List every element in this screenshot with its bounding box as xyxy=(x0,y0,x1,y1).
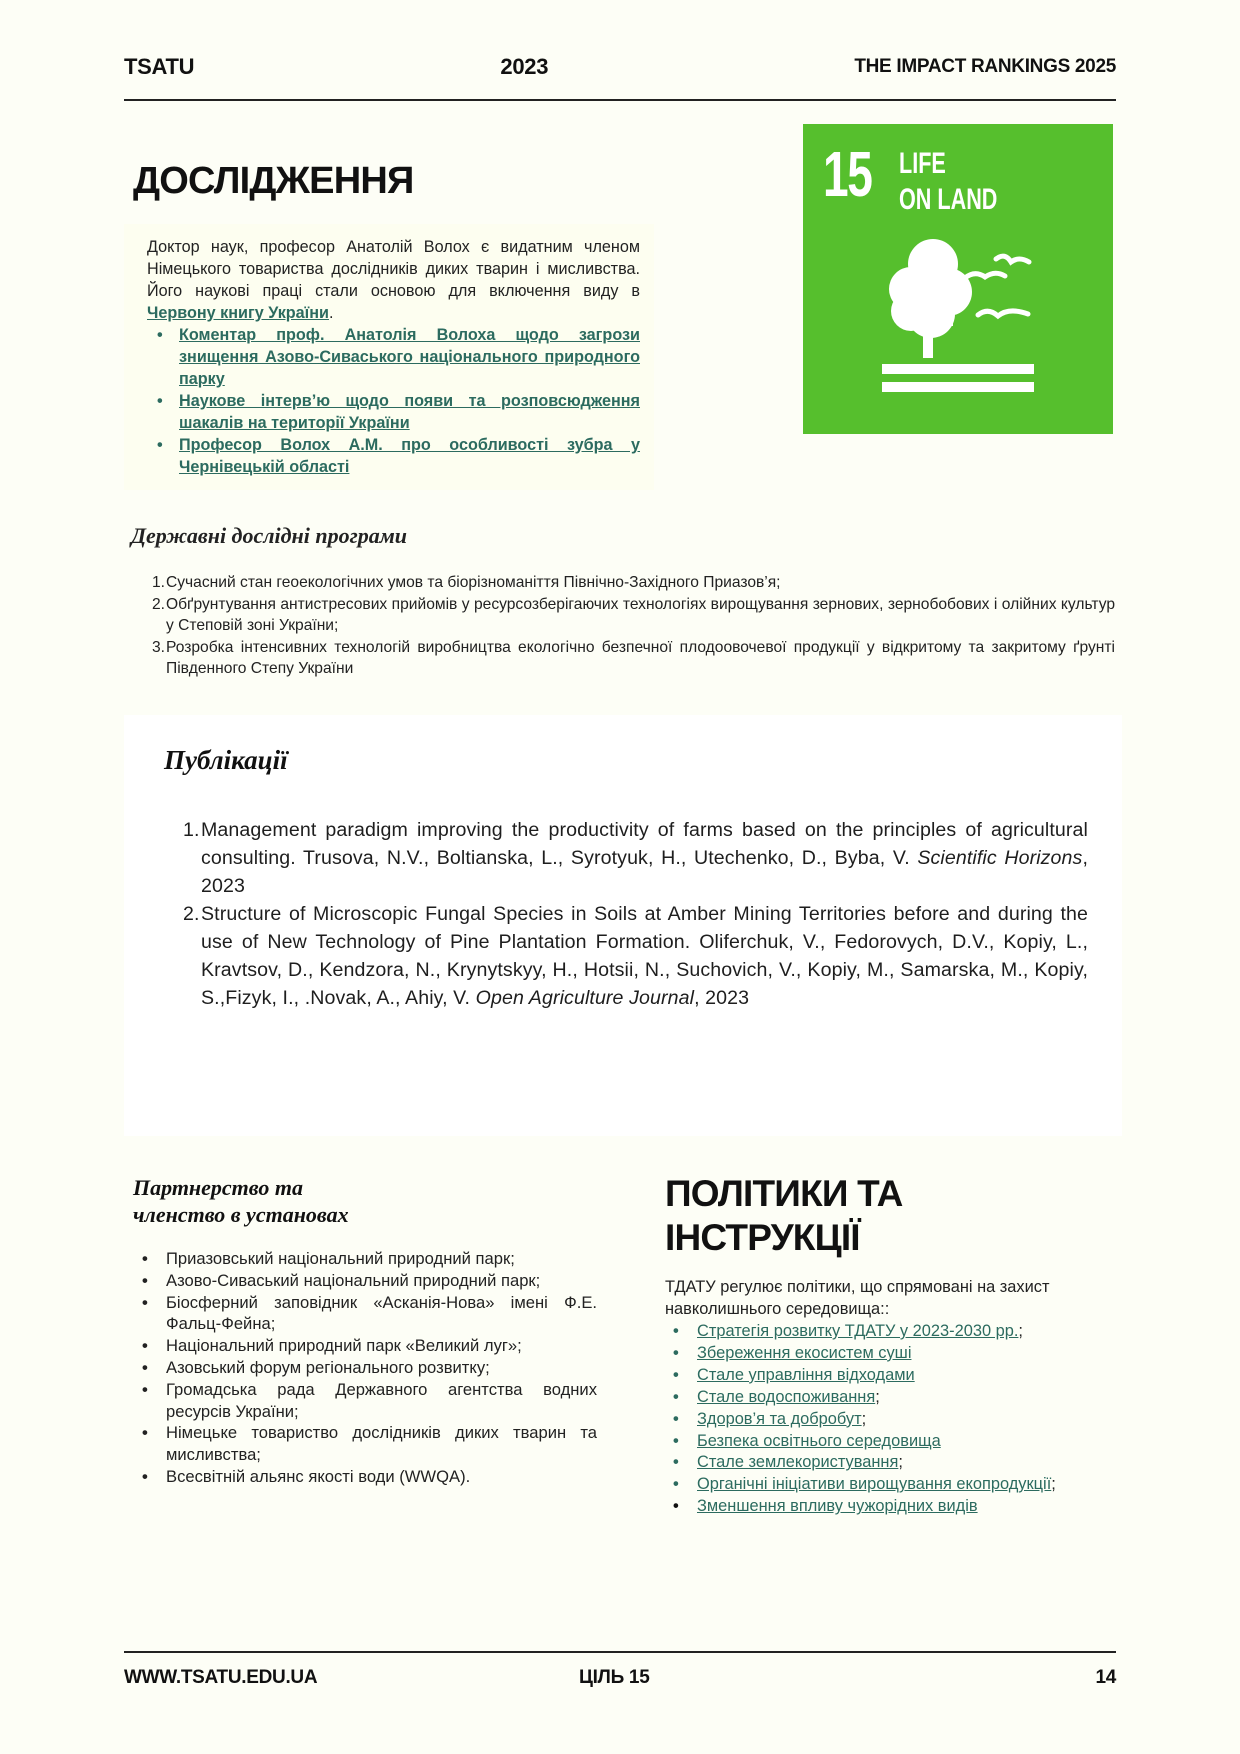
research-title: ДОСЛІДЖЕННЯ xyxy=(133,160,414,202)
publication-item: 2. Structure of Microscopic Fungal Species in Soils at Amber Mining Territories before and during the use of New Technology of Pine Plantation Formation. Oliferchuk, V., Fedorovych, D.V., Kopiy, L., Kravtsov, D., Kendzora, N., Krynytskyy, H., Hotsii, N., Suchovich, V., Kopiy, M., Samarska, M., Kopiy, S.,Fizyk, I., .Novak, A., Ahiy, V. Open Agriculture Journal, 2023 xyxy=(183,903,1088,1009)
sdg-15-tile xyxy=(803,124,1113,434)
partnership-list xyxy=(142,1248,597,1488)
page-footer xyxy=(124,1664,1116,1692)
header-divider xyxy=(124,99,1116,101)
research-link-jackals[interactable]: Наукове інтерв’ю щодо появи та розповсюдження шакалів на території України xyxy=(179,392,640,432)
policy-link-land-ecosystems[interactable]: Збереження екосистем суші xyxy=(697,1343,912,1362)
policy-item xyxy=(673,1365,1133,1387)
footer-website: WWW.TSATU.EDU.UA xyxy=(124,1667,318,1688)
policy-link-strategy[interactable]: Стратегія розвитку ТДАТУ у 2023-2030 рр. xyxy=(697,1322,1019,1340)
programs-list xyxy=(152,572,1115,680)
policies-intro: ТДАТУ регулює політики, що спрямовані на захист навколишнього середовища:: xyxy=(665,1278,1050,1318)
policy-link-health[interactable]: Здоров’я та добробут xyxy=(697,1409,862,1428)
partner-item: • Азово-Сиваський національний природний парк; xyxy=(142,1270,597,1292)
policy-item xyxy=(673,1496,1133,1518)
policy-link-waste[interactable]: Стале управління відходами xyxy=(697,1365,915,1384)
research-links xyxy=(147,324,640,478)
partner-item: • Громадська рада Державного агентства водних ресурсів України; xyxy=(142,1379,597,1423)
policy-item: • Стале водоспоживання; xyxy=(673,1387,1133,1409)
policy-link-land-use[interactable]: Стале землекористування xyxy=(697,1453,899,1472)
partner-item: • Всесвітній альянс якості води (WWQA). xyxy=(142,1466,597,1488)
footer-goal: ЦІЛЬ 15 xyxy=(579,1667,650,1688)
header-year: 2023 xyxy=(500,54,549,79)
partnership-title: Партнерство та членство в установах xyxy=(133,1175,349,1227)
publications-title: Публікації xyxy=(164,745,288,775)
partner-item: • Приазовський національний природний парк; xyxy=(142,1248,597,1270)
research-link-item xyxy=(157,434,640,478)
research-link-item xyxy=(157,390,640,434)
partner-item: • Німецьке товариство дослідників диких тварин та мисливства; xyxy=(142,1422,597,1466)
policy-item xyxy=(673,1343,1133,1365)
partner-item: • Національний природний парк «Великий луг»; xyxy=(142,1335,597,1357)
program-item: 1. Сучасний стан геоекологічних умов та біорізноманіття Північно-Західного Приазов’я; xyxy=(152,574,781,591)
research-link-item xyxy=(157,324,640,390)
program-item: 2. Обґрунтування антистресових прийомів у ресурсозберігаючих технологіях вирощування зернових, зернобобових і олійних культур у Степовій зоні України; xyxy=(152,595,1115,634)
publications-list xyxy=(183,816,1088,1012)
partner-item: • Азовський форум регіонального розвитку; xyxy=(142,1357,597,1379)
policy-link-safety[interactable]: Безпека освітнього середовища xyxy=(697,1431,941,1450)
policy-item xyxy=(673,1431,1133,1453)
page-header xyxy=(124,52,1116,82)
journal-name: Scientific Horizons xyxy=(917,847,1083,869)
research-box xyxy=(124,224,654,490)
policy-item: • Стале землекористування; xyxy=(673,1452,1133,1474)
header-org: TSATU xyxy=(124,54,195,79)
policy-link-organic[interactable]: Органічні ініціативи вирощування екопродукції xyxy=(697,1475,1052,1494)
journal-name: Open Agriculture Journal xyxy=(475,987,695,1009)
header-report-title: THE IMPACT RANKINGS 2025 xyxy=(854,56,1116,77)
policy-link-invasive-species[interactable]: Зменшення впливу чужорідних видів xyxy=(697,1497,978,1516)
sdg-title: LIFE ON LAND xyxy=(899,147,998,216)
partner-item: • Біосферний заповідник «Асканія-Нова» імені Ф.Е. Фальц-Фейна; xyxy=(142,1292,597,1336)
policy-link-water[interactable]: Стале водоспоживання xyxy=(697,1387,876,1406)
page-number: 14 xyxy=(1095,1667,1116,1688)
research-intro: Доктор наук, професор Анатолій Волох є видатним членом Німецького товариства дослідників диких тварин і мисливства. Його наукові праці стали основою для включення виду в Червону книгу України. xyxy=(147,238,640,322)
sdg-number: 15 xyxy=(823,138,872,210)
footer-divider xyxy=(124,1651,1116,1653)
program-item: 3. Розробка інтенсивних технологій виробництва екологічно безпечної плодоовочевої продукції у відкритому та закритому ґрунті Південного Степу України xyxy=(152,638,1115,677)
research-link-bison[interactable]: Професор Волох А.М. про особливості зубра у Чернівецькій області xyxy=(179,436,640,476)
publication-item: 1. Management paradigm improving the productivity of farms based on the principles of agricultural consulting. Trusova, N.V., Boltianska, L., Syrotyuk, H., Utechenko, D., Byba, V. Scientific Horizons, 2023 xyxy=(183,819,1088,897)
policies-list xyxy=(673,1321,1133,1518)
policies-title: ПОЛІТИКИ ТА ІНСТРУКЦІЇ xyxy=(665,1173,903,1258)
policy-item: • Здоров’я та добробут; xyxy=(673,1409,1133,1431)
programs-title: Державні дослідні програми xyxy=(131,523,408,548)
research-link-azov-sivash[interactable]: Коментар проф. Анатолія Волоха щодо загрози знищення Азово-Сиваського національного природного парку xyxy=(179,326,640,388)
red-book-link[interactable]: Червону книгу України xyxy=(147,304,329,322)
tree-and-birds-icon xyxy=(803,124,1113,434)
policy-item: • Органічні ініціативи вирощування екопродукції; xyxy=(673,1474,1133,1496)
policy-item: • Стратегія розвитку ТДАТУ у 2023-2030 рр.; xyxy=(673,1321,1133,1343)
